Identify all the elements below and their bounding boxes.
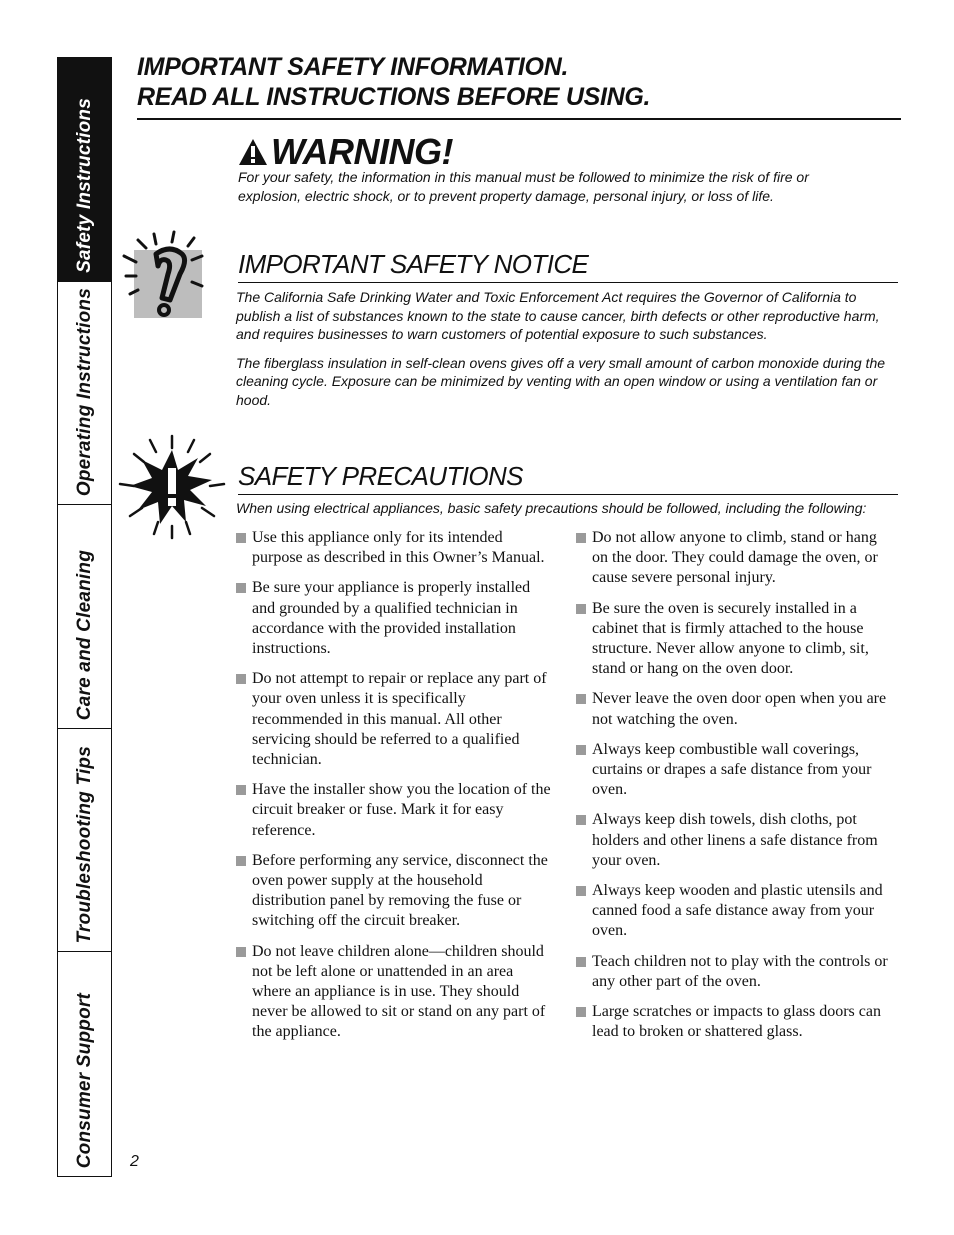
precautions-right-column [576,528,896,1052]
list-item: Be sure your appliance is properly installed and grounded by a qualified technician in accordance with the provided installation instructions. [236,578,556,659]
list-item: Always keep wooden and plastic utensils and canned food a safe distance away from your oven. [576,881,896,942]
page-header [137,52,901,120]
square-bullet-icon [576,957,586,967]
tab-safety-instructions[interactable] [58,58,111,282]
tab-troubleshooting-tips[interactable] [58,729,111,953]
square-bullet-icon [236,583,246,593]
square-bullet-icon [236,533,246,543]
tab-consumer-support[interactable] [58,952,111,1176]
square-bullet-icon [236,856,246,866]
tab-label: Safety Instructions [73,97,95,273]
warning-block [238,130,898,206]
list-item: Always keep combustible wall coverings, curtains or drapes a safe distance from your oven. [576,740,896,801]
list-item: Always keep dish towels, dish cloths, pot holders and other linens a safe distance from your oven. [576,810,896,871]
warning-text: For your safety, the information in this manual must be followed to minimize the risk of fire or explosion, electric shock, or to prevent property damage, personal injury, or loss of life. [238,169,809,204]
page-number: 2 [130,1153,139,1170]
list-item: Do not leave children alone—children should not be left alone or unattended in an area where an appliance is in use. They should never be allowed to sit or stand on any part of the appliance. [236,942,556,1043]
square-bullet-icon [236,947,246,957]
tab-label: Operating Instructions [73,288,95,497]
notice-body [236,288,900,420]
precautions-heading: SAFETY PRECAUTIONS [238,460,898,495]
starburst-exclamation-icon [116,434,228,545]
tab-label: Troubleshooting Tips [73,745,95,944]
square-bullet-icon [576,604,586,614]
tab-label: Care and Cleaning [73,549,95,720]
square-bullet-icon [236,785,246,795]
section-tabs [57,57,112,1177]
square-bullet-icon [576,1007,586,1017]
list-item: Never leave the oven door open when you are not watching the oven. [576,689,896,729]
square-bullet-icon [576,815,586,825]
list-item: Before performing any service, disconnect the oven power supply at the household distribution panel by removing the fuse or switching off the circuit breaker. [236,851,556,932]
tab-label: Consumer Support [73,992,95,1168]
list-item: Be sure the oven is securely installed in a cabinet that is firmly attached to the house structure. Never allow anyone to climb, sit, stand or hang on the oven door. [576,599,896,680]
header-line-2: READ ALL INSTRUCTIONS BEFORE USING. [137,83,651,111]
list-item: Have the installer show you the location of the circuit breaker or fuse. Mark it for easy reference. [236,780,556,841]
tab-operating-instructions[interactable] [58,282,111,506]
square-bullet-icon [576,745,586,755]
list-item: Do not attempt to repair or replace any part of your oven unless it is specifically recommended in this manual. All other servicing should be referred to a qualified technician. [236,669,556,770]
notice-paragraph: The California Safe Drinking Water and Toxic Enforcement Act requires the Governor of California to publish a list of substances known to the state to cause cancer, birth defects or other reproductive harm, and requires businesses to warn customers of potential exposure to such substances. [236,289,880,343]
exclamation-burst-icon [122,230,206,327]
header-line-1: IMPORTANT SAFETY INFORMATION. [137,53,569,81]
precautions-intro: When using electrical appliances, basic safety precautions should be followed, including the following: [236,500,867,516]
tab-care-and-cleaning[interactable] [58,505,111,729]
list-item: Teach children not to play with the controls or any other part of the oven. [576,952,896,992]
notice-paragraph: The fiberglass insulation in self-clean ovens gives off a very small amount of carbon monoxide during the cleaning cycle. Exposure can be minimized by venting with an open window or using a ventilation fan or hood. [236,354,886,408]
warning-triangle-icon [238,138,268,166]
list-item: Do not allow anyone to climb, stand or hang on the door. They could damage the oven, or cause severe personal injury. [576,528,896,589]
list-item: Large scratches or impacts to glass doors can lead to broken or shattered glass. [576,1002,896,1042]
square-bullet-icon [236,674,246,684]
warning-title: WARNING! [271,131,453,172]
notice-heading: IMPORTANT SAFETY NOTICE [238,248,898,283]
precautions-left-column [236,528,556,1053]
square-bullet-icon [576,886,586,896]
square-bullet-icon [576,533,586,543]
square-bullet-icon [576,694,586,704]
list-item: Use this appliance only for its intended purpose as described in this Owner’s Manual. [236,528,556,568]
